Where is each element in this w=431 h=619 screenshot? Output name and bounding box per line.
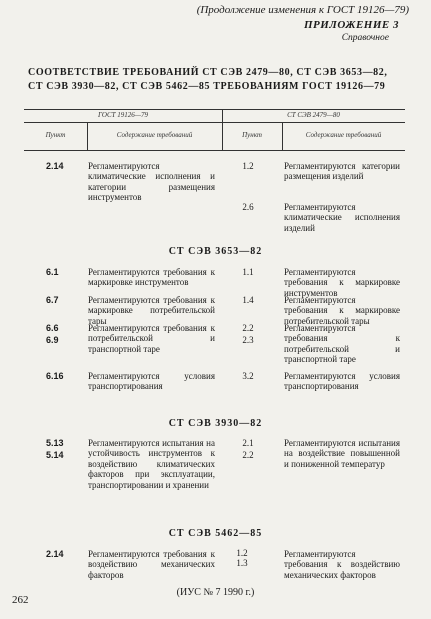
gost-requirement: Регламентируются климатические исполнения и категории размещения инструментов [88, 161, 215, 203]
sev-requirement: Регламентируются требования к маркировке инструментов [284, 267, 400, 298]
header-sev-group: СТ СЭВ 2479—80 [287, 111, 340, 119]
table-top-rule [24, 109, 405, 110]
sev-requirement: Регламентируются требования к воздействию механических факторов [284, 549, 400, 580]
sev-item: 1.1 [242, 267, 254, 277]
main-title-line-1: СООТВЕТСТВИЕ ТРЕБОВАНИЙ СТ СЭВ 2479—80, СТ СЭВ 3653—82, [28, 67, 388, 78]
header-col-content: Содержание требований [116, 131, 193, 139]
header-col-item: Пункт [45, 131, 66, 139]
footer-source: (ИУС № 7 1990 г.) [176, 587, 255, 598]
section-heading-5462: СТ СЭВ 5462—85 [168, 528, 263, 539]
sev-requirement: Регламентируются климатические исполнения изделий [284, 202, 400, 233]
sev-item: 2.1 2.2 [242, 438, 254, 460]
sev-requirement: Регламентируются требования к потребительской и транспортной таре [284, 323, 400, 365]
sev-item: 1.2 1.3 [236, 548, 248, 568]
gost-requirement: Регламентируются требования к потребительской и транспортной таре [88, 323, 215, 354]
main-title-line-2: СТ СЭВ 3930—82, СТ СЭВ 5462—85 ТРЕБОВАНИЯМ ГОСТ 19126—79 [28, 81, 386, 92]
header-col-content-2: Содержание требований [305, 131, 382, 139]
gost-item: 6.1 [46, 267, 59, 277]
gost-item: 6.7 [46, 295, 59, 305]
sev-requirement: Регламентируются условия транспортирования [284, 371, 400, 392]
gost-item: 2.14 [46, 161, 64, 171]
appendix-title: ПРИЛОЖЕНИЕ 3 [303, 19, 399, 31]
gost-item: 5.13 5.14 [46, 438, 64, 460]
section-heading-3653: СТ СЭВ 3653—82 [168, 246, 263, 257]
gost-item: 6.6 6.9 [46, 323, 59, 345]
gost-requirement: Регламентируются требования к маркировке потребительской тары [88, 295, 215, 326]
header-gost-group: ГОСТ 19126—79 [98, 111, 148, 119]
continuation-note: (Продолжение изменения к ГОСТ 19126—79) [196, 4, 409, 16]
sev-requirement: Регламентируются требования к маркировке потребительской тары [284, 295, 400, 326]
sev-item: 1.2 [242, 161, 254, 171]
gost-requirement: Регламентируются требования к маркировке инструментов [88, 267, 215, 288]
page-number: 262 [12, 594, 29, 606]
section-heading-3930: СТ СЭВ 3930—82 [168, 418, 263, 429]
sev-item: 3.2 [242, 371, 254, 381]
sev-requirement: Регламентируются категории размещения изделий [284, 161, 400, 182]
sev-requirement: Регламентируются испытания на воздействие повышенной и пониженной температур [284, 438, 400, 469]
header-col-item-2: Пункт [242, 131, 262, 139]
gost-item: 6.16 [46, 371, 64, 381]
sev-item: 2.6 [242, 202, 254, 212]
header-bottom-rule [24, 150, 405, 151]
sev-item: 1.4 [242, 295, 254, 305]
gost-item: 2.14 [46, 549, 64, 559]
header-group-rule [24, 122, 405, 123]
gost-requirement: Регламентируются испытания на устойчивость инструментов к воздействию климатических факторов при эксплуатации, транспортировании и хранении [88, 438, 215, 490]
gost-requirement: Регламентируются условия транспортирования [88, 371, 215, 392]
appendix-note: Справочное [341, 33, 389, 43]
gost-requirement: Регламентируются требования к воздействию механических факторов [88, 549, 215, 580]
sev-item: 2.2 2.3 [242, 323, 254, 345]
